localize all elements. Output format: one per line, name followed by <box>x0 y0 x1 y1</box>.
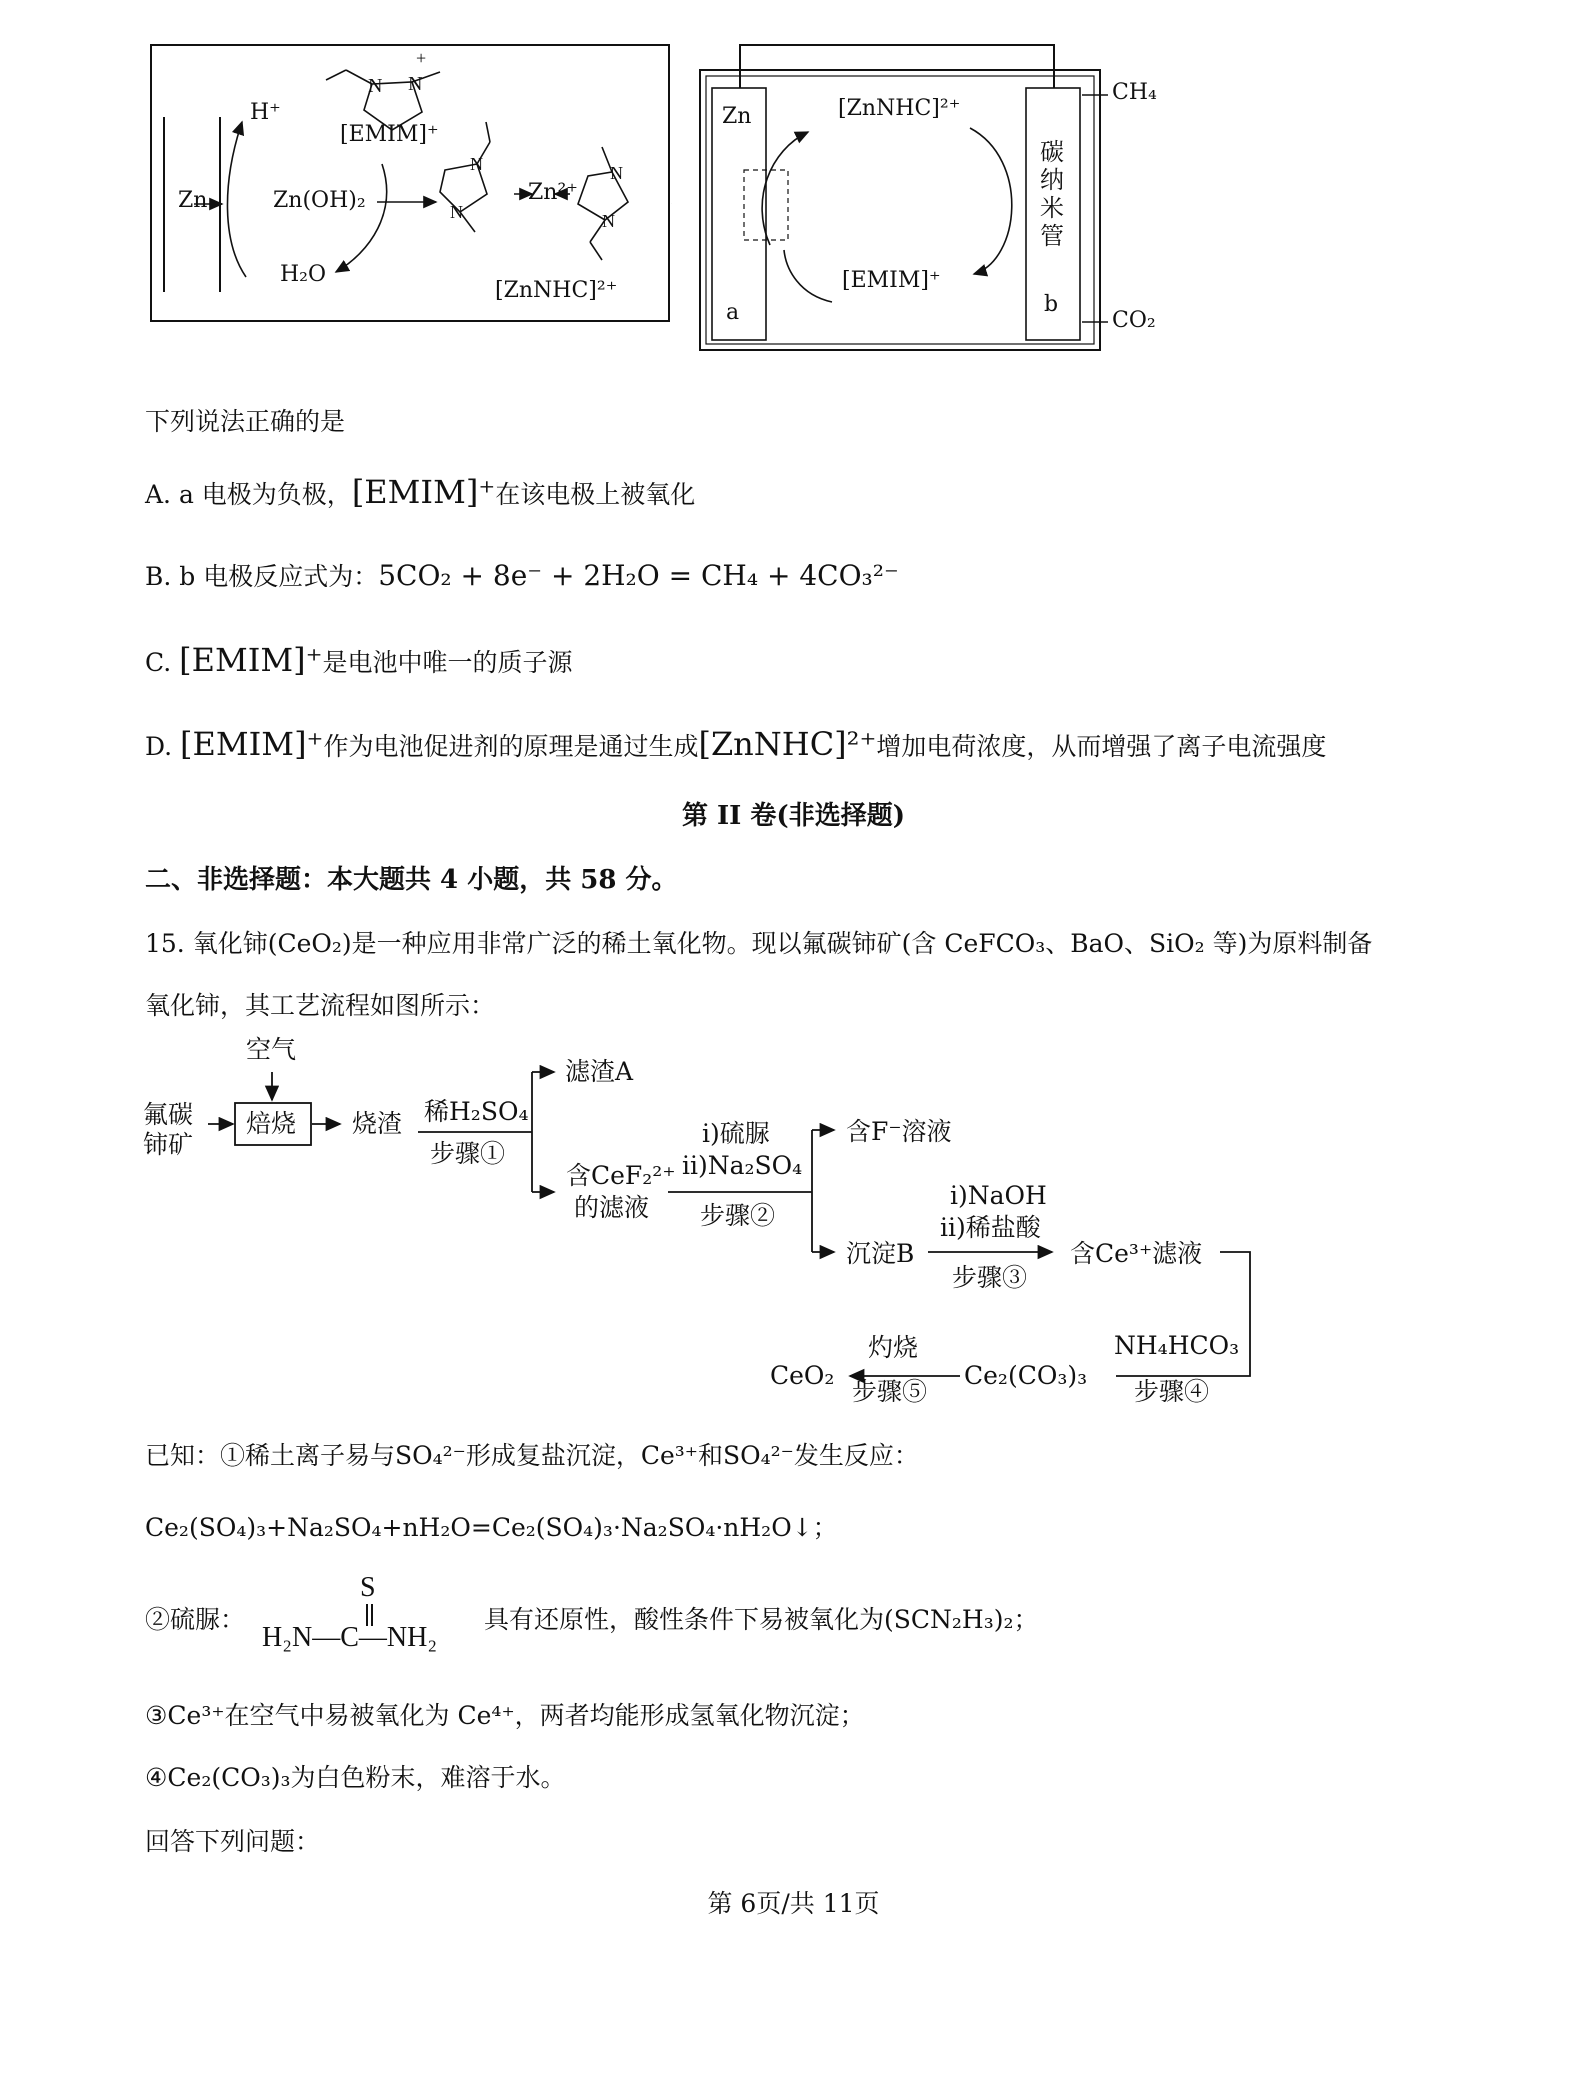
carbon-nanotube-label: 碳 纳 米 管 <box>1040 138 1064 250</box>
known-eq: Ce₂(SO₄)₃+Na₂SO₄+nH₂O=Ce₂(SO₄)₃·Na₂SO₄·nH₂O↓； <box>145 1513 838 1542</box>
reagent2-ii: ii)Na₂SO₄ <box>682 1151 803 1180</box>
step5-label: 步骤⑤ <box>852 1377 928 1406</box>
svg-text:N: N <box>602 211 615 231</box>
ce3-filtrate-label: 含Ce³⁺滤液 <box>1070 1239 1203 1268</box>
f-solution-label: 含F⁻溶液 <box>846 1117 952 1146</box>
residue-a-label: 滤渣A <box>565 1057 634 1086</box>
zn-label: Zn <box>178 188 208 213</box>
emim-structure <box>326 70 440 130</box>
ce2co33-label: Ce₂(CO₃)₃ <box>964 1361 1088 1390</box>
ore-label: 氟碳 铈矿 <box>143 1100 194 1159</box>
known-3: ③Ce³⁺在空气中易被氧化为 Ce⁴⁺，两者均能形成氢氧化物沉淀； <box>145 1701 865 1730</box>
thiourea-desc: 具有还原性，酸性条件下易被氧化为(SCN₂H₃)₂； <box>484 1605 1039 1634</box>
thiourea-s: S <box>360 1572 376 1603</box>
section-heading: 二、非选择题：本大题共 4 小题，共 58 分。 <box>145 865 678 895</box>
precip-b-label: 沉淀B <box>846 1239 915 1268</box>
svg-text:N: N <box>368 75 383 97</box>
battery-a-label: a <box>726 300 740 325</box>
svg-text:N: N <box>470 154 483 174</box>
air-label: 空气 <box>246 1035 297 1064</box>
known-1: 已知：①稀土离子易与SO₄²⁻形成复盐沉淀，Ce³⁺和SO₄²⁻发生反应： <box>145 1441 919 1470</box>
known-4: ④Ce₂(CO₃)₃为白色粉末，难溶于水。 <box>145 1763 566 1792</box>
q14-option-d: D. [EMIM]⁺作为电池促进剂的原理是通过生成[ZnNHC]²⁺增加电荷浓度，从而增强了离子电流强度 <box>145 725 1327 763</box>
thiourea-prefix: ②硫脲： <box>145 1605 246 1634</box>
thiourea-structure: H₂N—C—NH₂ <box>262 1622 438 1653</box>
zn2plus-label: Zn²⁺ <box>528 180 578 205</box>
battery-znnhc-label: [ZnNHC]²⁺ <box>838 96 961 121</box>
battery-b-label: b <box>1044 292 1059 317</box>
section-title: 第 II 卷(非选择题) <box>681 801 906 831</box>
cef-filtrate-label: 含CeF₂²⁺ 的滤液 <box>566 1161 676 1222</box>
reagent3-ii: ii)稀盐酸 <box>940 1213 1041 1242</box>
svg-text:N: N <box>610 163 623 183</box>
ceo2-label: CeO₂ <box>770 1361 835 1390</box>
svg-text:N: N <box>450 202 463 222</box>
nhc-ligand-left <box>440 122 490 232</box>
svg-text:N: N <box>408 73 423 95</box>
h2o-label: H₂O <box>280 262 327 287</box>
reagent3-i: i)NaOH <box>950 1181 1047 1210</box>
h-plus-label: H⁺ <box>250 100 281 125</box>
q14-option-c: C. [EMIM]⁺是电池中唯一的质子源 <box>145 641 573 679</box>
acid-label: 稀H₂SO₄ <box>424 1097 529 1126</box>
roast-label: 焙烧 <box>246 1109 297 1138</box>
svg-text:+: + <box>416 48 427 68</box>
step1-label: 步骤① <box>430 1139 506 1168</box>
q14-option-a: A. a 电极为负极，[EMIM]⁺在该电极上被氧化 <box>145 473 696 511</box>
zn-oh2-label: Zn(OH)₂ <box>273 188 366 213</box>
ch4-label: CH₄ <box>1112 80 1157 105</box>
step4-label: 步骤④ <box>1134 1377 1210 1406</box>
reagent2-i: i)硫脲 <box>702 1119 770 1148</box>
q15-intro-line2: 氧化铈，其工艺流程如图所示： <box>145 991 496 1020</box>
page-number: 第 6页/共 11页 <box>707 1889 880 1918</box>
q14-stem: 下列说法正确的是 <box>145 407 346 436</box>
emim-label-top: [EMIM]⁺ <box>340 122 439 147</box>
reagent4-label: NH₄HCO₃ <box>1114 1331 1240 1360</box>
battery-zn-label: Zn <box>722 104 752 129</box>
co2-label: CO₂ <box>1112 308 1156 333</box>
step2-label: 步骤② <box>700 1201 776 1230</box>
answer-prompt: 回答下列问题： <box>145 1827 321 1856</box>
q14-option-b: B. b 电极反应式为：5CO₂ + 8e⁻ + 2H₂O = CH₄ + 4CO₃²⁻ <box>145 559 899 592</box>
slag-label: 烧渣 <box>352 1109 403 1138</box>
burn-label: 灼烧 <box>868 1333 919 1362</box>
step3-label: 步骤③ <box>952 1263 1028 1292</box>
znnhc-label-bottom: [ZnNHC]²⁺ <box>495 278 618 303</box>
battery-emim-label: [EMIM]⁺ <box>842 268 941 293</box>
q15-intro-line1: 15. 氧化铈(CeO₂)是一种应用非常广泛的稀土氧化物。现以氟碳铈矿(含 CeFCO₃、BaO、SiO₂ 等)为原料制备 <box>145 929 1373 958</box>
